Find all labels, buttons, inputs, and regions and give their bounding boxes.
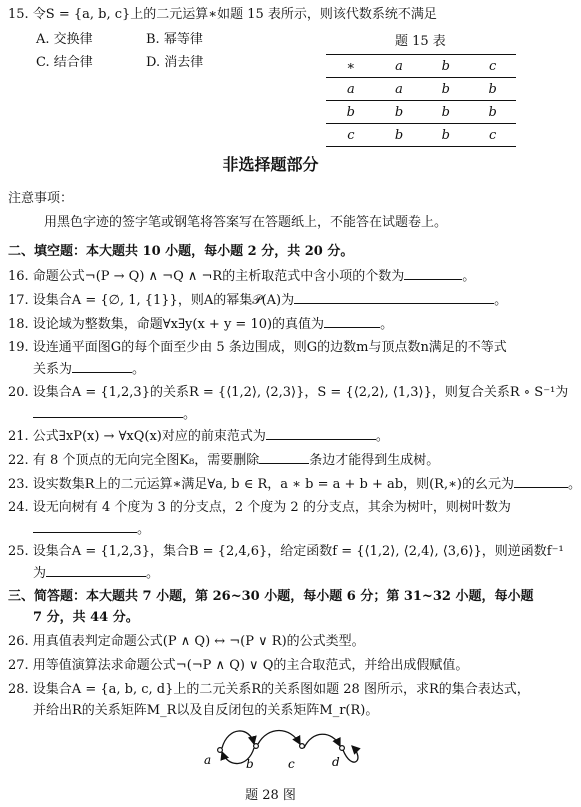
q17	[8, 291, 507, 310]
q20-line2	[33, 405, 196, 424]
node-label-b: b	[246, 757, 254, 771]
table-cell: b	[422, 55, 469, 78]
answer-blank	[33, 520, 137, 533]
q28-line1: 28. 设集合A = {a, b, c, d}上的二元关系R的关系图如题 28 图所示，求R的集合表达式，	[8, 682, 530, 697]
table-cell: c	[469, 124, 516, 147]
period: 。	[567, 477, 581, 492]
table-cell: b	[422, 101, 469, 124]
q17-text: 17. 设集合A = {∅, 1, {1}}，则A的幂集𝒫(A)为	[8, 293, 295, 308]
answer-blank	[72, 360, 132, 373]
short-section-header-line2: 7 分，共 44 分。	[33, 610, 139, 625]
q15-option-b: B. 幂等律	[146, 32, 203, 47]
section-title: 非选择题部分	[222, 155, 319, 174]
period: 。	[146, 566, 160, 581]
table-row	[326, 101, 516, 124]
table-cell: c	[469, 55, 516, 78]
answer-blank	[324, 315, 380, 328]
q24-line2	[33, 520, 150, 539]
node-d	[340, 746, 345, 751]
table-cell: b	[376, 124, 423, 147]
relation-graph-figure	[190, 724, 370, 780]
q15-table-title: 题 15 表	[395, 34, 446, 49]
answer-blank	[259, 451, 309, 464]
q19-line1: 19. 设连通平面图G的每个面至少由 5 条边围成，则G的边数m与顶点数n满足的不等式	[8, 340, 507, 355]
q25-text: 为	[33, 566, 47, 581]
table-cell: a	[326, 78, 376, 101]
node-label-a: a	[204, 753, 212, 767]
node-a	[218, 748, 223, 753]
table-cell: b	[469, 101, 516, 124]
period: 。	[462, 269, 476, 284]
node-b	[254, 744, 259, 749]
q18	[8, 315, 393, 334]
q21	[8, 427, 389, 446]
table-cell: ∗	[326, 55, 376, 78]
period: 。	[183, 407, 197, 422]
q22-tail: 条边才能得到生成树。	[309, 453, 440, 468]
table-cell: b	[422, 124, 469, 147]
answer-blank	[33, 405, 183, 418]
edge-d-loop	[343, 746, 358, 762]
notice-body: 用黑色字迹的签字笔或钢笔将答案写在答题纸上，不能答在试题卷上。	[44, 215, 448, 230]
q28-line2: 并给出R的关系矩阵M_R以及自反闭包的关系矩阵M_r(R)。	[33, 703, 379, 718]
table-row	[326, 78, 516, 101]
edge-b-c	[258, 731, 300, 745]
q16-text: 16. 命题公式¬(P → Q) ∧ ¬Q ∧ ¬R的主析取范式中含小项的个数为	[8, 269, 405, 284]
table-cell: b	[469, 78, 516, 101]
period: 。	[380, 317, 394, 332]
table-row	[326, 55, 516, 78]
table-cell: c	[326, 124, 376, 147]
notice-title: 注意事项：	[8, 191, 74, 206]
answer-blank	[294, 291, 494, 304]
period: 。	[137, 522, 151, 537]
period: 。	[375, 429, 389, 444]
node-label-d: d	[332, 755, 340, 769]
figure-caption: 题 28 图	[245, 788, 296, 803]
q19-text: 关系为	[33, 362, 73, 377]
table-cell: b	[326, 101, 376, 124]
q15-option-a: A. 交换律	[36, 32, 93, 47]
q25-line1: 25. 设集合A = {1,2,3}，集合B = {2,4,6}，给定函数f = {⟨1,2⟩, ⟨2,4⟩, ⟨3,6⟩}，则逆函数f⁻¹	[8, 544, 564, 559]
q22	[8, 451, 439, 470]
q15-stem: 15. 令S = {a, b, c}上的二元运算∗如题 15 表所示，则该代数系统不满足	[8, 7, 437, 22]
table-cell: b	[376, 101, 423, 124]
q15-option-c: C. 结合律	[36, 55, 93, 70]
q23-text: 23. 设实数集R上的二元运算∗满足∀a, b ∈ R，a ∗ b = a + b + ab，则(R,∗)的幺元为	[8, 477, 514, 492]
q26: 26. 用真值表判定命题公式(P ∧ Q) ↔ ¬(P ∨ R)的公式类型。	[8, 634, 365, 649]
edge-a-b	[222, 731, 254, 748]
table-cell: a	[376, 78, 423, 101]
table-cell: a	[376, 55, 423, 78]
q21-text: 21. 公式∃xP(x) → ∀xQ(x)对应的前束范式为	[8, 429, 266, 444]
answer-blank	[514, 475, 568, 488]
period: 。	[494, 293, 508, 308]
q15-option-d: D. 消去律	[146, 55, 204, 70]
q24-line1: 24. 设无向树有 4 个度为 3 的分支点，2 个度为 2 的分支点，其余为树叶，则树叶数为	[8, 500, 511, 515]
fill-section-header: 二、填空题：本大题共 10 小题，每小题 2 分，共 20 分。	[8, 244, 354, 259]
q20-line1: 20. 设集合A = {1,2,3}的关系R = {⟨1,2⟩, ⟨2,3⟩}，S = {⟨2,2⟩, ⟨1,3⟩}，则复合关系R ∘ S⁻¹为	[8, 385, 569, 400]
q19-line2	[33, 360, 145, 379]
answer-blank	[266, 427, 376, 440]
q23	[8, 475, 581, 494]
q15-operation-table	[326, 54, 516, 147]
q27: 27. 用等值演算法求命题公式¬(¬P ∧ Q) ∨ Q的主合取范式，并给出成假赋值。	[8, 658, 469, 673]
q25-line2	[33, 564, 159, 583]
answer-blank	[404, 267, 462, 280]
short-section-header-line1: 三、简答题：本大题共 7 小题，第 26~30 小题，每小题 6 分；第 31~32 小题，每小题	[8, 589, 534, 604]
table-row	[326, 124, 516, 147]
node-c	[300, 744, 305, 749]
table-cell: b	[422, 78, 469, 101]
node-label-c: c	[288, 757, 295, 771]
q18-text: 18. 设论域为整数集，命题∀x∃y(x + y = 10)的真值为	[8, 317, 325, 332]
period: 。	[132, 362, 146, 377]
edge-c-d	[304, 734, 340, 748]
answer-blank	[46, 564, 146, 577]
q16	[8, 267, 475, 286]
q22-text: 22. 有 8 个顶点的无向完全图K₈，需要删除	[8, 453, 260, 468]
